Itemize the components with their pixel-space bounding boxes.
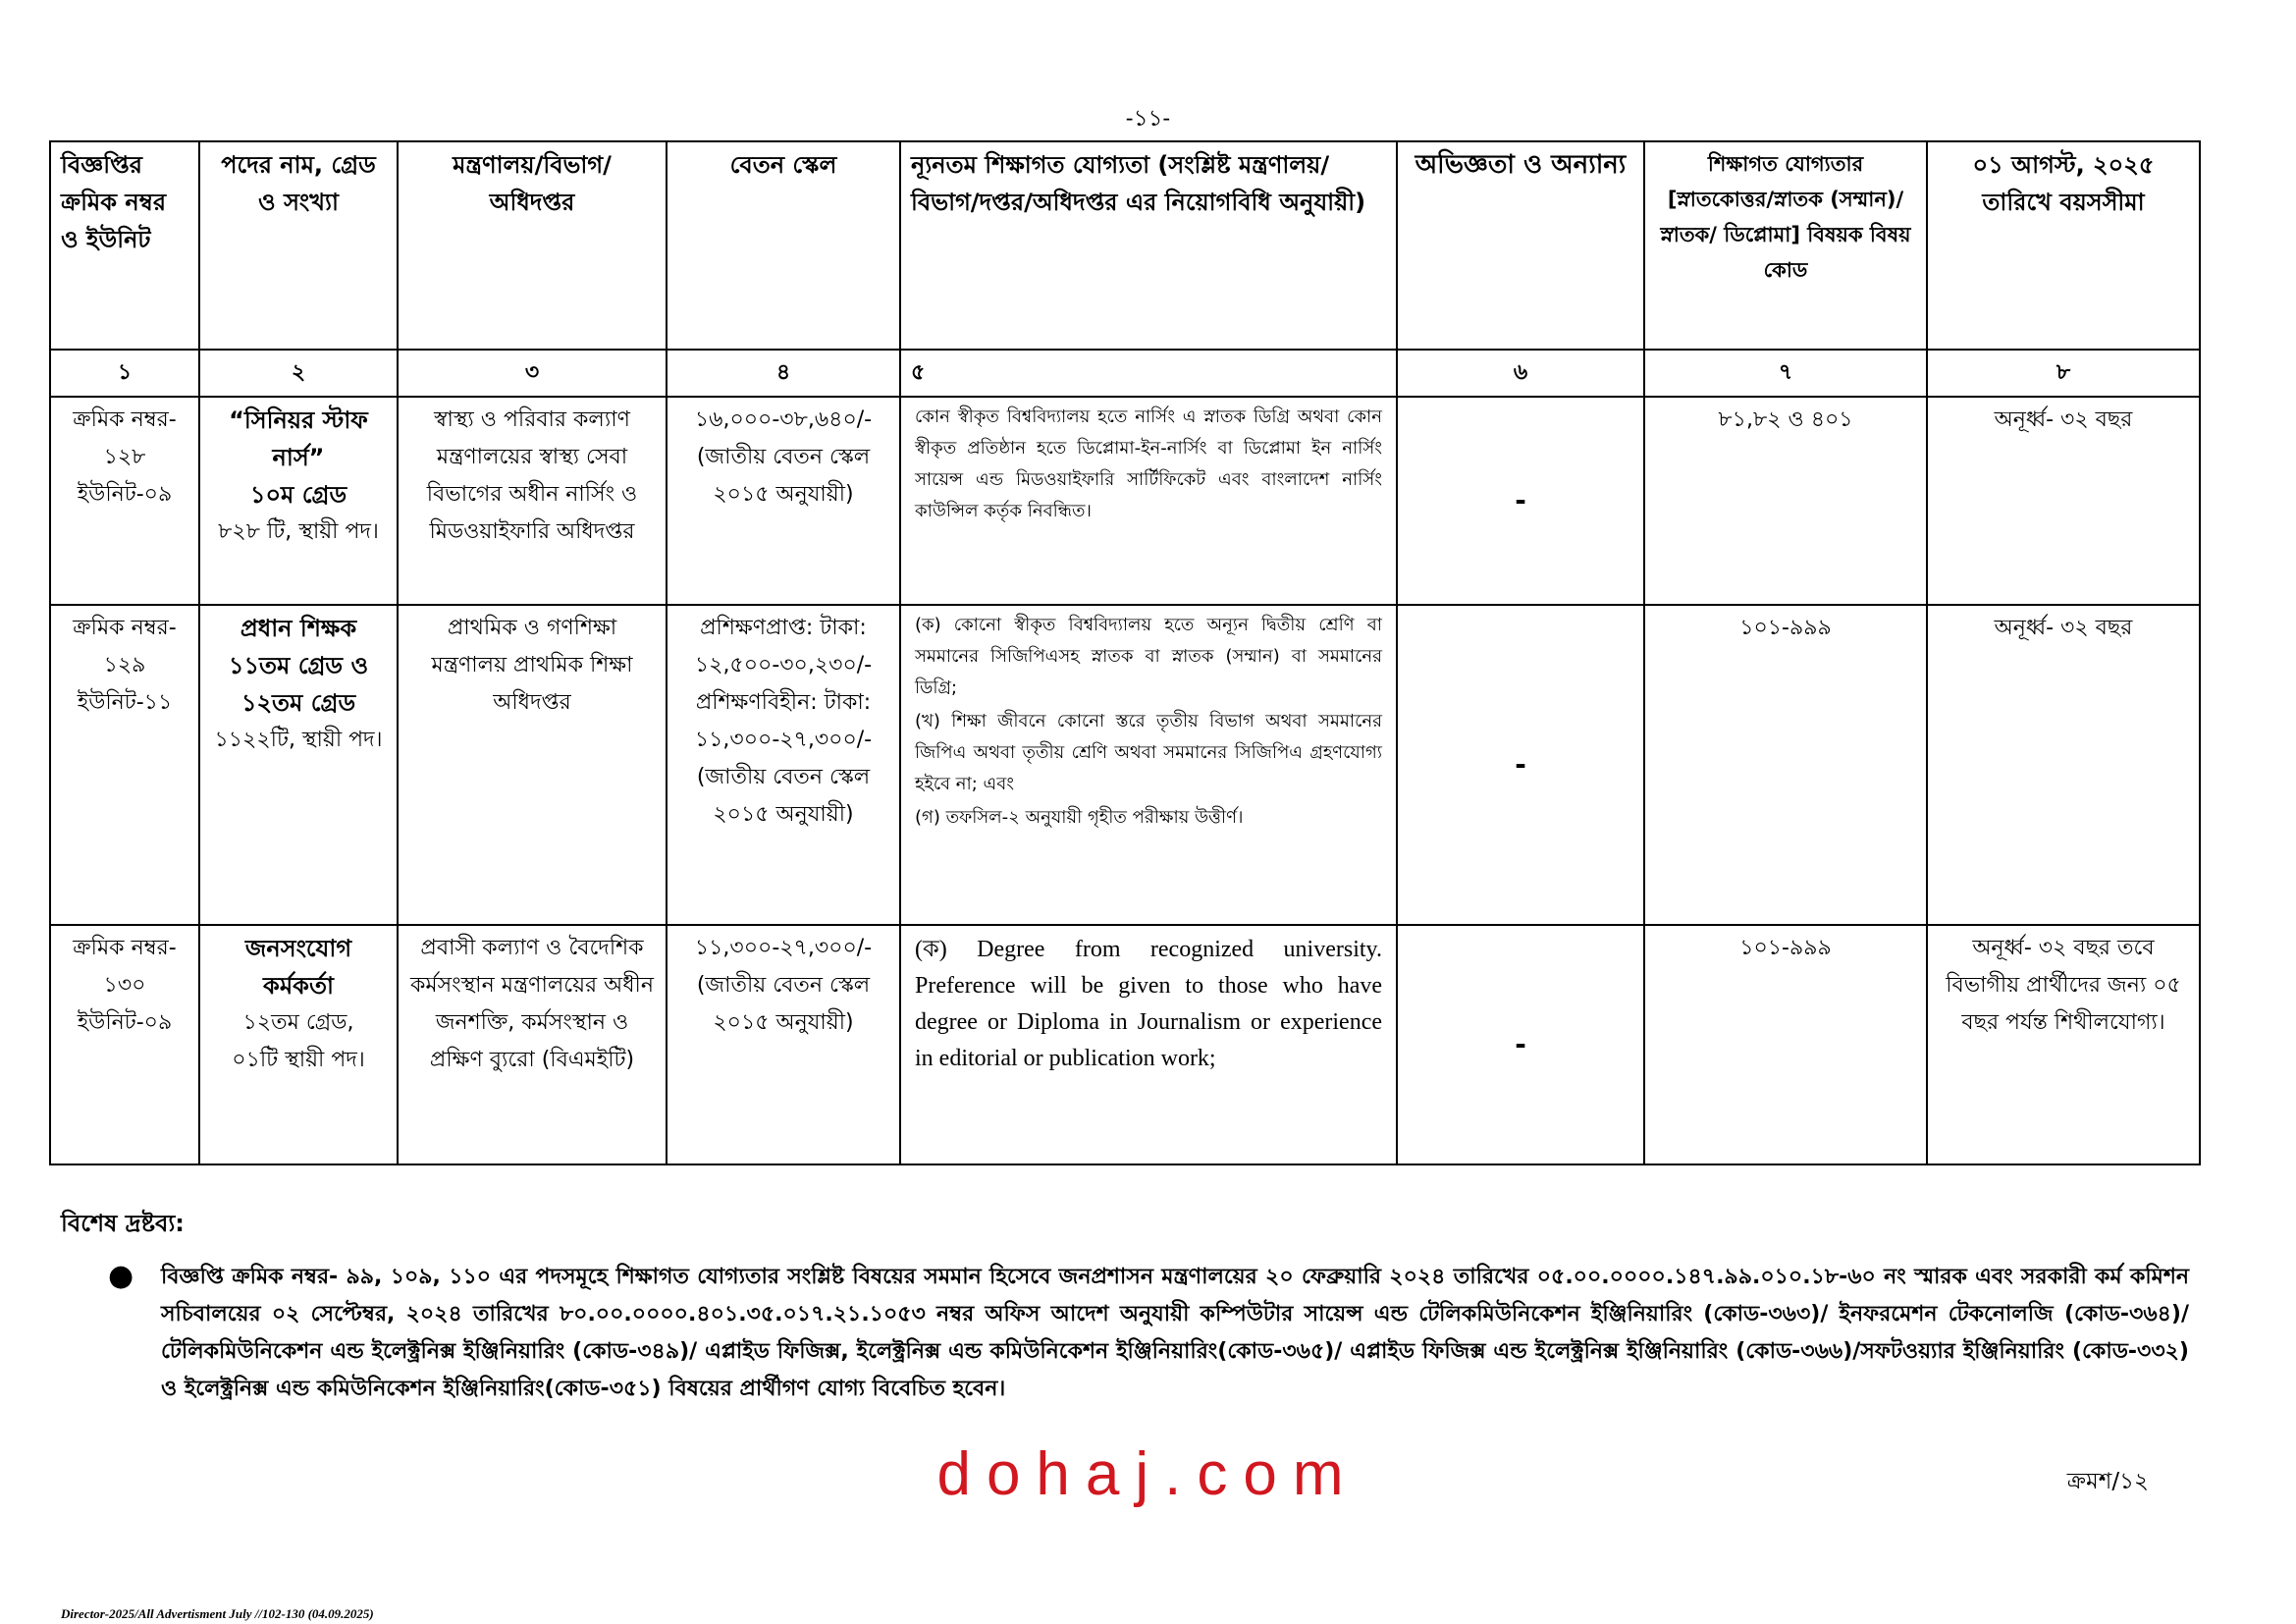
column-number: ৭: [1644, 350, 1927, 397]
row-education: (ক) Degree from recognized university. Preference will be given to those who have degree or Diploma in Journalism or experience in editorial or publication work;: [900, 925, 1397, 1164]
row-subject-code: ৮১,৮২ ও ৪০১: [1644, 397, 1927, 605]
header-age-limit: ০১ আগস্ট, ২০২৫ তারিখে বয়সসীমা: [1927, 141, 2200, 350]
post-count: ৮২৮ টি, স্থায়ী পদ।: [218, 519, 379, 544]
row-subject-code: ১০১-৯৯৯: [1644, 925, 1927, 1164]
row-ministry: প্রবাসী কল্যাণ ও বৈদেশিক কর্মসংস্থান মন্ত্রণালয়ের অধীন জনশক্তি, কর্মসংস্থান ও প্রক্ষিণ ব্যুরো (বিএমইটি): [398, 925, 667, 1164]
header-post-name: পদের নাম, গ্রেড ও সংখ্যা: [199, 141, 398, 350]
column-number: ৫: [900, 350, 1397, 397]
post-grade: ১১তম গ্রেড ও ১২তম গ্রেড: [228, 652, 369, 717]
row-experience: -: [1397, 925, 1644, 1164]
footer-reference: Director-2025/All Advertisment July //102-130 (04.09.2025): [61, 1606, 374, 1621]
row-salary-scale: ১৬,০০০-৩৮,৬৪০/- (জাতীয় বেতন স্কেল ২০১৫ অনুযায়ী): [667, 397, 900, 605]
column-number: ২: [199, 350, 398, 397]
header-salary-scale: বেতন স্কেল: [667, 141, 900, 350]
post-grade: ১০ম গ্রেড: [249, 481, 347, 509]
row-age-limit: অনূর্ধ্ব- ৩২ বছর: [1927, 605, 2200, 925]
table-header-row: [50, 141, 2200, 350]
row-post-cell: [199, 605, 398, 925]
column-number-row: [50, 350, 2200, 397]
header-min-education: ন্যূনতম শিক্ষাগত যোগ্যতা (সংশ্লিষ্ট মন্ত্রণালয়/বিভাগ/দপ্তর/অধিদপ্তর এর নিয়োগবিধি অনুযায়ী): [900, 141, 1397, 350]
watermark-text: dohaj.com: [936, 1440, 1360, 1508]
header-experience: অভিজ্ঞতা ও অন্যান্য: [1397, 141, 1644, 350]
header-ministry: মন্ত্রণালয়/বিভাগ/ অধিদপ্তর: [398, 141, 667, 350]
row-age-limit: অনূর্ধ্ব- ৩২ বছর: [1927, 397, 2200, 605]
row-serial-unit: ক্রমিক নম্বর- ১২৮ ইউনিট-০৯: [50, 397, 199, 605]
education-item: (ক) কোনো স্বীকৃত বিশ্ববিদ্যালয় হতে অন্যূন দ্বিতীয় শ্রেণি বা সমমানের সিজিপিএসহ স্নাতক বা স্নাতক (সম্মান) বা সমমানের ডিগ্রি;: [915, 615, 1382, 698]
header-subject-code: শিক্ষাগত যোগ্যতার [স্নাতকোত্তর/স্নাতক (সম্মান)/স্নাতক/ ডিপ্লোমা] বিষয়ক বিষয় কোড: [1644, 141, 1927, 350]
row-serial-unit: ক্রমিক নম্বর- ১৩০ ইউনিট-০৯: [50, 925, 199, 1164]
special-notes-list: [110, 1259, 2189, 1408]
special-note-item: বিজ্ঞপ্তি ক্রমিক নম্বর- ৯৯, ১০৯, ১১০ এর পদসমূহে শিক্ষাগত যোগ্যতার সংশ্লিষ্ট বিষয়ের সমমান হিসেবে জনপ্রশাসন মন্ত্রণালয়ের ২০ ফেব্রুয়ারি ২০২৪ তারিখের ০৫.০০.০০০০.১৪৭.৯৯.০১০.১৮-৬০ নং স্মারক এবং সরকারী কর্ম কমিশন সচিবালয়ের ০২ সেপ্টেম্বর, ২০২৪ তারিখের ৮০.০০.০০০০.৪০১.৩৫.০১৭.২১.১০৫৩ নম্বর অফিস আদেশ অনুযায়ী কম্পিউটার সায়েন্স এন্ড টেলিকমিউনিকেশন ইঞ্জিনিয়ারিং (কোড-৩৬৩)/ ইনফরমেশন টেকনোলজি (কোড-৩৬৪)/ টেলিকমিউনিকেশন এন্ড ইলেক্ট্রনিক্স ইঞ্জিনিয়ারিং (কোড-৩৪৯)/ এপ্লাইড ফিজিক্স, ইলেক্ট্রনিক্স এন্ড কমিউনিকেশন ইঞ্জিনিয়ারিং(কোড-৩৬৫)/ এপ্লাইড ফিজিক্স এন্ড ইলেক্ট্রনিক্স ইঞ্জিনিয়ারিং (কোড-৩৬৬)/সফটওয়্যার ইঞ্জিনিয়ারিং (কোড-৩৩২) ও ইলেক্ট্রনিক্স এন্ড কমিউনিকেশন ইঞ্জিনিয়ারিং(কোড-৩৫১) বিষয়ের প্রার্থীগণ যোগ্য বিবেচিত হবেন।: [161, 1265, 2189, 1401]
row-post-cell: [199, 397, 398, 605]
column-number: ৩: [398, 350, 667, 397]
row-serial-unit: ক্রমিক নম্বর- ১২৯ ইউনিট-১১: [50, 605, 199, 925]
row-experience: -: [1397, 397, 1644, 605]
column-number: ৪: [667, 350, 900, 397]
job-advertisement-table: [49, 140, 2201, 1165]
education-item: (খ) শিক্ষা জীবনে কোনো স্তরে তৃতীয় বিভাগ অথবা সমমানের জিপিএ অথবা তৃতীয় শ্রেণি অথবা সমমানের সিজিপিএ গ্রহণযোগ্য হইবে না; এবং: [915, 711, 1382, 794]
row-subject-code: ১০১-৯৯৯: [1644, 605, 1927, 925]
row-salary-scale: প্রশিক্ষণপ্রাপ্ত: টাকা: ১২,৫০০-৩০,২৩০/- প্রশিক্ষণবিহীন: টাকা: ১১,৩০০-২৭,৩০০/- (জাতীয় বেতন স্কেল ২০১৫ অনুযায়ী): [667, 605, 900, 925]
continuation-note: ক্রমশ/১২: [2066, 1469, 2149, 1494]
column-number: ৬: [1397, 350, 1644, 397]
post-grade: ১২তম গ্রেড,: [242, 1010, 354, 1035]
row-education: [900, 605, 1397, 925]
post-name: জনসংযোগ কর্মকর্তা: [244, 935, 352, 1000]
table-row: [50, 925, 2200, 1164]
post-name: প্রধান শিক্ষক: [240, 615, 357, 642]
table-row: [50, 605, 2200, 925]
table-row: [50, 397, 2200, 605]
post-count: ০১টি স্থায়ী পদ।: [232, 1048, 365, 1072]
row-experience: -: [1397, 605, 1644, 925]
bullet-icon: ●: [108, 1259, 134, 1293]
row-post-cell: [199, 925, 398, 1164]
row-salary-scale: ১১,৩০০-২৭,৩০০/- (জাতীয় বেতন স্কেল ২০১৫ অনুযায়ী): [667, 925, 900, 1164]
post-count: ১১২২টি, স্থায়ী পদ।: [214, 728, 383, 752]
post-name: “সিনিয়র স্টাফ নার্স”: [229, 406, 368, 471]
special-notes-title: বিশেষ দ্রষ্টব্য:: [61, 1210, 185, 1237]
row-age-limit: অনূর্ধ্ব- ৩২ বছর তবে বিভাগীয় প্রার্থীদের জন্য ০৫ বছর পর্যন্ত শিথীলযোগ্য।: [1927, 925, 2200, 1164]
header-serial-unit: বিজ্ঞপ্তির ক্রমিক নম্বর ও ইউনিট: [50, 141, 199, 350]
column-number: ৮: [1927, 350, 2200, 397]
page-number: -১১-: [1125, 106, 1171, 132]
row-education: কোন স্বীকৃত বিশ্ববিদ্যালয় হতে নার্সিং এ স্নাতক ডিগ্রি অথবা কোন স্বীকৃত প্রতিষ্ঠান হতে ডিপ্লোমা-ইন-নার্সিং বা ডিপ্লোমা ইন নার্সিং সায়েন্স এন্ড মিডওয়াইফারি সার্টিফিকেট এবং বাংলাদেশ নার্সিং কাউন্সিল কর্তৃক নিবন্ধিত।: [900, 397, 1397, 605]
column-number: ১: [50, 350, 199, 397]
row-ministry: প্রাথমিক ও গণশিক্ষা মন্ত্রণালয় প্রাথমিক শিক্ষা অধিদপ্তর: [398, 605, 667, 925]
education-item: (গ) তফসিল-২ অনুযায়ী গৃহীত পরীক্ষায় উত্তীর্ণ।: [915, 807, 1244, 828]
row-ministry: স্বাস্থ্য ও পরিবার কল্যাণ মন্ত্রণালয়ের স্বাস্থ্য সেবা বিভাগের অধীন নার্সিং ও মিডওয়াইফারি অধিদপ্তর: [398, 397, 667, 605]
